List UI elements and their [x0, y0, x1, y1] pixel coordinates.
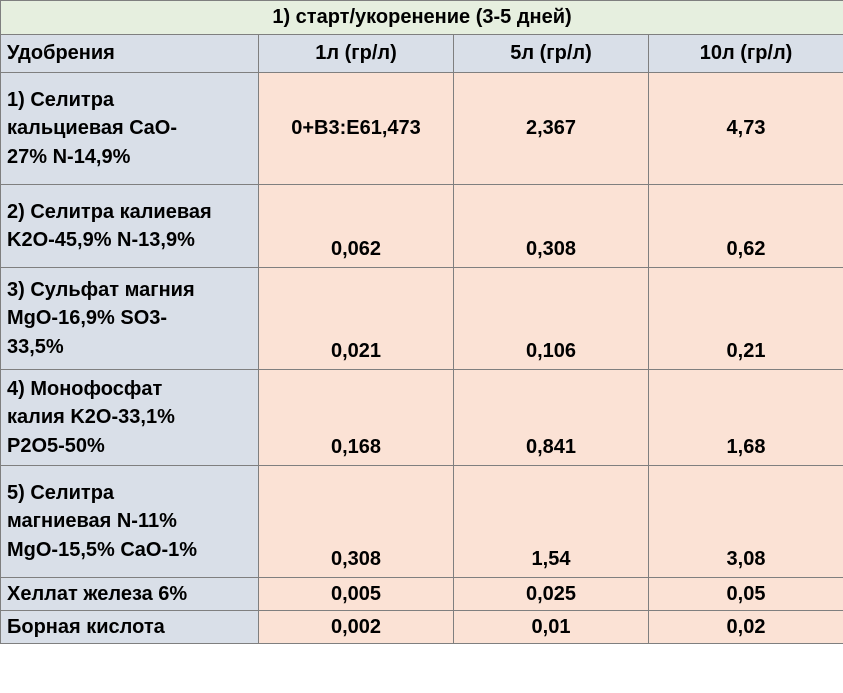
row-label-monopotassium-phosphate: 4) Монофосфат калия K2O-33,1% P2O5-50% — [1, 370, 259, 466]
table-row — [1, 611, 843, 644]
cell-value-10l: 0,62 — [649, 185, 843, 268]
row-label-magnesium-nitrate: 5) Селитра магниевая N-11% MgO-15,5% CaO-1% — [1, 466, 259, 578]
cell-value-1l: 0+B3:E61,473 — [259, 73, 454, 185]
table-row — [1, 466, 843, 578]
cell-value-1l: 0,062 — [259, 185, 454, 268]
table-title: 1) старт/укоренение (3-5 дней) — [1, 1, 843, 35]
cell-value-1l: 0,005 — [259, 578, 454, 611]
row-label-iron-chelate: Хеллат железа 6% — [1, 578, 259, 611]
cell-value-5l: 0,308 — [454, 185, 649, 268]
cell-value-5l: 0,025 — [454, 578, 649, 611]
table-header-row — [1, 35, 843, 73]
cell-value-5l: 0,841 — [454, 370, 649, 466]
column-header-fertilizer: Удобрения — [1, 35, 259, 73]
cell-value-5l: 0,01 — [454, 611, 649, 644]
cell-value-10l: 0,21 — [649, 268, 843, 370]
table-row — [1, 185, 843, 268]
cell-value-10l: 0,05 — [649, 578, 843, 611]
row-label-boric-acid: Борная кислота — [1, 611, 259, 644]
column-header-10l: 10л (гр/л) — [649, 35, 843, 73]
column-header-1l: 1л (гр/л) — [259, 35, 454, 73]
column-header-5l: 5л (гр/л) — [454, 35, 649, 73]
cell-value-1l: 0,308 — [259, 466, 454, 578]
row-label-calcium-nitrate: 1) Селитра кальциевая CaO- 27% N-14,9% — [1, 73, 259, 185]
table-row — [1, 268, 843, 370]
cell-value-10l: 0,02 — [649, 611, 843, 644]
row-label-magnesium-sulfate: 3) Сульфат магния MgO-16,9% SO3- 33,5% — [1, 268, 259, 370]
table-row — [1, 73, 843, 185]
cell-value-1l: 0,002 — [259, 611, 454, 644]
cell-value-10l: 3,08 — [649, 466, 843, 578]
table-row — [1, 370, 843, 466]
cell-value-10l: 4,73 — [649, 73, 843, 185]
table-row — [1, 578, 843, 611]
cell-value-1l: 0,021 — [259, 268, 454, 370]
cell-value-5l: 1,54 — [454, 466, 649, 578]
cell-value-10l: 1,68 — [649, 370, 843, 466]
cell-value-5l: 0,106 — [454, 268, 649, 370]
cell-value-5l: 2,367 — [454, 73, 649, 185]
row-label-potassium-nitrate: 2) Селитра калиевая K2O-45,9% N-13,9% — [1, 185, 259, 268]
cell-value-1l: 0,168 — [259, 370, 454, 466]
table-title-row — [1, 1, 843, 35]
